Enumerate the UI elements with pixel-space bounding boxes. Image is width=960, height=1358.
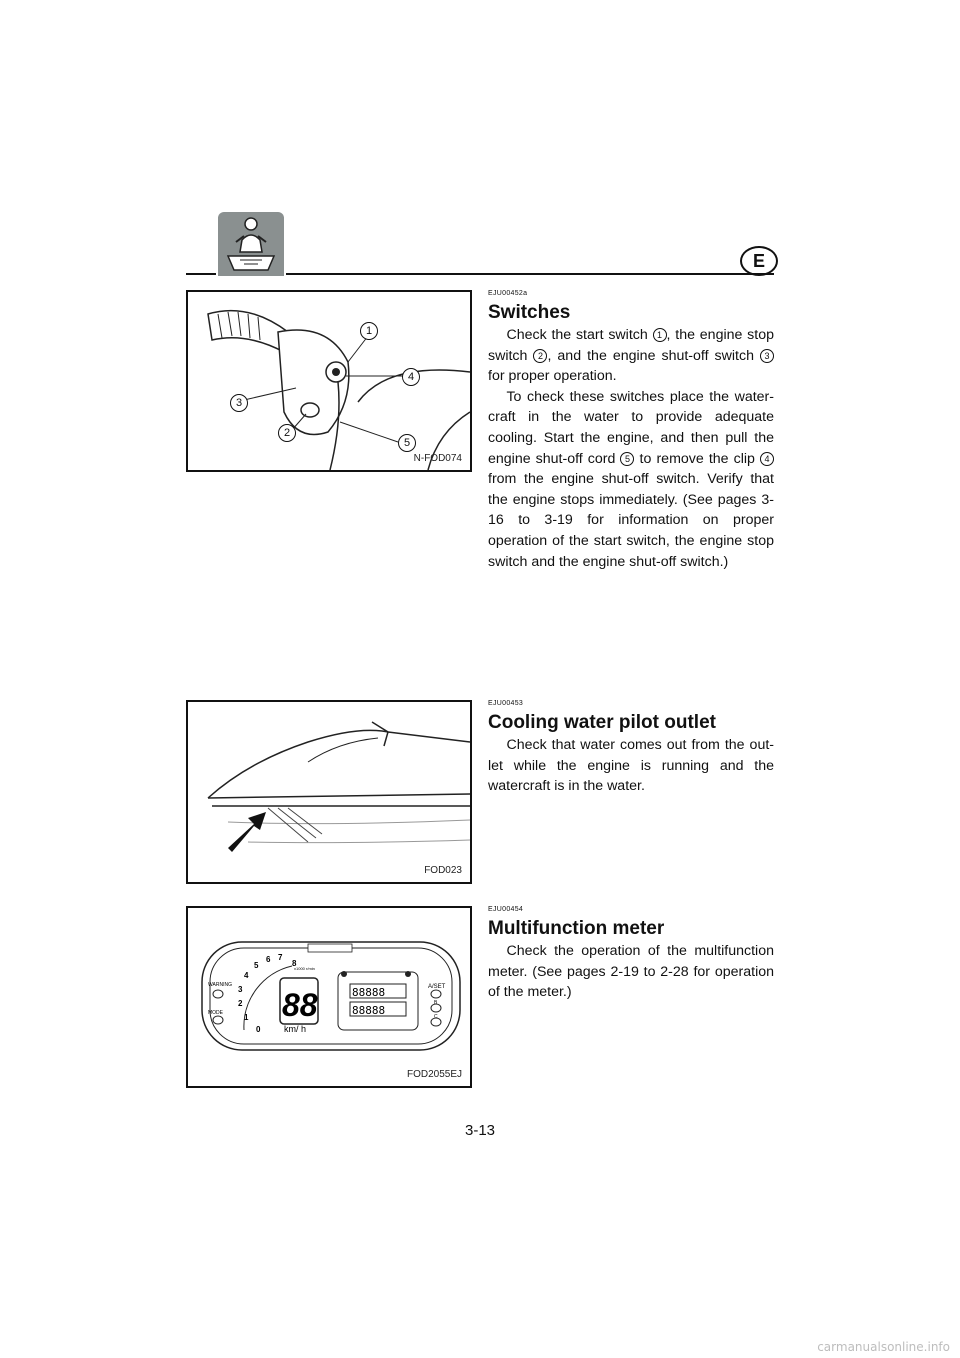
- callout-1: 1: [360, 322, 378, 340]
- callout-5: 5: [398, 434, 416, 452]
- switches-figure: [186, 290, 472, 472]
- tach-tick: 6: [266, 955, 271, 964]
- tach-tick: 0: [256, 1025, 261, 1034]
- lcd-row-1: 88888: [352, 986, 386, 999]
- section-code: EJU00454: [488, 906, 524, 913]
- watercraft-rider-icon: [218, 212, 284, 276]
- text-span: , and the engine shut-off switch: [547, 347, 761, 364]
- text-span: Check the start switch: [506, 327, 653, 343]
- speed-digits: 88: [282, 987, 318, 1023]
- ref-marker: 2: [533, 349, 547, 363]
- ref-marker: 1: [653, 328, 667, 342]
- aset-label: A/SET: [428, 984, 446, 990]
- ref-marker: 4: [760, 452, 774, 466]
- figure-code: N-FOD074: [413, 453, 462, 464]
- text-span: To check these switches place the water- craft in the water to provide adequate cooling. Start the engine, and then pull the engine shut-off cord: [488, 388, 774, 467]
- header-rule-left: [186, 273, 216, 275]
- tach-tick: 7: [278, 953, 283, 962]
- section-cooling-water: [488, 700, 774, 797]
- mode-label: MODE: [208, 1010, 223, 1016]
- cooling-water-figure: [186, 700, 472, 884]
- speed-unit: km/ h: [284, 1024, 307, 1034]
- tach-tick: 4: [244, 971, 249, 980]
- section-code: EJU00453: [488, 700, 524, 707]
- section-title: Multifunction meter: [488, 918, 665, 939]
- paragraph: [488, 325, 774, 387]
- tach-tick: 8: [292, 959, 297, 968]
- section-title: Cooling water pilot outlet: [488, 712, 716, 733]
- b-label: B: [434, 1000, 438, 1006]
- paragraph: Check that water comes out from the out- let while the engine is running and the watercraft is in the water.: [488, 737, 774, 795]
- callout-3: 3: [230, 394, 248, 412]
- tach-tick: 5: [254, 961, 259, 970]
- header-rule-right: [286, 273, 774, 275]
- section-multifunction-meter: [488, 906, 774, 1003]
- callout-2: 2: [278, 424, 296, 442]
- language-badge: E: [740, 246, 778, 276]
- tach-tick: 1: [244, 1013, 249, 1022]
- c-label: C: [434, 1014, 438, 1020]
- section-switches: [488, 290, 774, 572]
- lcd-row-2: 88888: [352, 1004, 386, 1017]
- paragraph: [488, 387, 774, 572]
- callout-4: 4: [402, 368, 420, 386]
- paragraph: Check the operation of the multifunction meter. (See pages 2-19 to 2-28 for operation of the meter.): [488, 943, 774, 1001]
- ref-marker: 3: [760, 349, 774, 363]
- text-span: , the engine stop switch: [488, 327, 774, 364]
- multifunction-meter-figure: [186, 906, 472, 1088]
- section-title: Switches: [488, 302, 571, 323]
- ref-marker: 5: [620, 452, 634, 466]
- tach-multiplier: x1000 r/min: [294, 966, 315, 971]
- figure-code: FOD023: [424, 865, 462, 876]
- text-span: for proper operation.: [488, 368, 617, 385]
- figure-code: FOD2055EJ: [406, 1069, 462, 1080]
- page-number: 3-13: [464, 1122, 496, 1139]
- watermark: carmanualsonline.info: [817, 1340, 950, 1354]
- tach-tick: 3: [238, 985, 243, 994]
- text-span: from the engine shut-off switch. Verify that the engine stops immediately. (See pages 3-16 to 3-19 for information on proper operation of the start switch, the engine stop switch and the engine shut-off switch.): [488, 471, 774, 570]
- section-code: EJU00452a: [488, 290, 528, 297]
- warning-label: WARNING: [208, 982, 232, 988]
- text-span: to remove the clip: [634, 450, 760, 467]
- tach-tick: 2: [238, 999, 243, 1008]
